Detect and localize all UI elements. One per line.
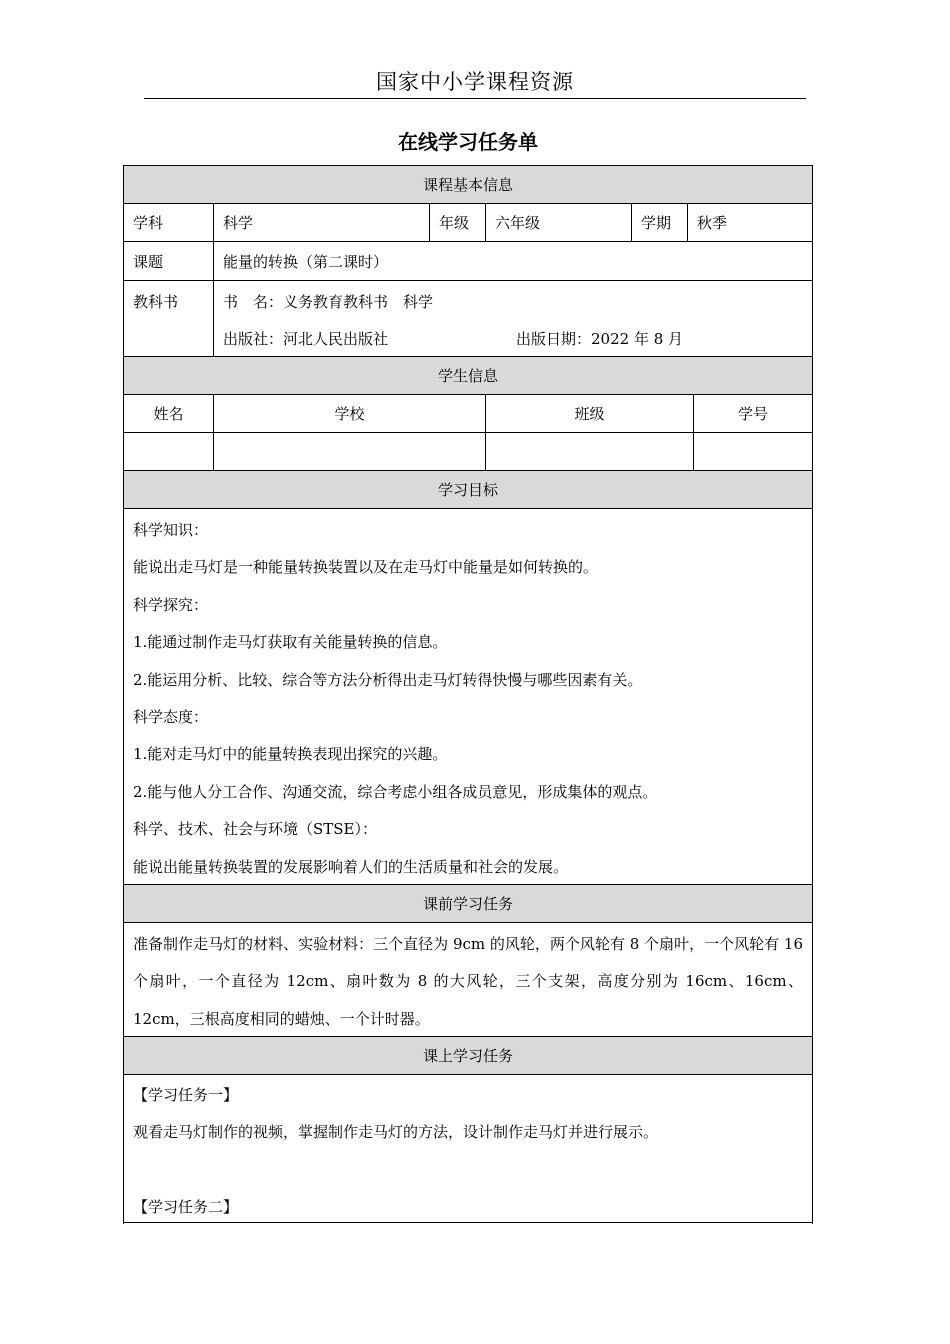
grade-label: 年级 — [430, 204, 486, 241]
objective-line: 科学态度： — [133, 708, 209, 727]
in-class-body — [124, 1075, 812, 1224]
textbook-publisher: 出版社：河北人民出版社 — [223, 330, 389, 348]
student-name-field[interactable] — [124, 433, 214, 470]
student-input-row — [124, 433, 812, 471]
pre-class-body — [124, 923, 812, 1037]
course-subject-row — [124, 204, 812, 242]
objective-line: 2.能运用分析、比较、综合等方法分析得出走马灯转得快慢与哪些因素有关。 — [133, 670, 643, 689]
student-school-field[interactable] — [214, 433, 486, 470]
document-title: 在线学习任务单 — [398, 130, 538, 154]
subject-label: 学科 — [124, 204, 214, 241]
section-course-info: 课程基本信息 — [124, 166, 812, 204]
student-class-header: 班级 — [486, 395, 694, 432]
header-rule — [144, 98, 806, 99]
student-school-header: 学校 — [214, 395, 486, 432]
objective-line: 1.能对走马灯中的能量转换表现出探究的兴趣。 — [133, 745, 448, 764]
objective-line: 科学知识： — [133, 521, 209, 539]
section-student-info: 学生信息 — [124, 357, 812, 395]
in-class-tasks — [133, 1077, 658, 1224]
textbook-row — [124, 281, 812, 357]
topic-label: 课题 — [124, 242, 214, 280]
task-sheet-table — [123, 165, 813, 1224]
objectives-body — [124, 509, 812, 885]
student-header-row — [124, 395, 812, 433]
objective-line: 科学、技术、社会与环境（STSE）： — [133, 820, 378, 839]
objective-line: 1.能通过制作走马灯获取有关能量转换的信息。 — [133, 633, 448, 652]
topic-value: 能量的转换（第二课时） — [223, 252, 389, 271]
task2-title: 【学习任务二】 — [133, 1197, 239, 1216]
task1-text: 观看走马灯制作的视频，掌握制作走马灯的方法，设计制作走马灯并进行展示。 — [133, 1123, 659, 1142]
task1-title: 【学习任务一】 — [133, 1086, 239, 1104]
student-id-field[interactable] — [694, 433, 812, 470]
term-value: 秋季 — [697, 214, 728, 232]
objective-line: 能说出能量转换装置的发展影响着人们的生活质量和社会的发展。 — [133, 857, 569, 876]
course-topic-row — [124, 242, 812, 281]
page-header: 国家中小学课程资源 — [376, 70, 574, 94]
textbook-publish-date: 出版日期：2022 年 8 月 — [516, 330, 684, 348]
subject-value: 科学 — [214, 204, 430, 241]
textbook-details — [214, 281, 812, 356]
objective-line: 科学探究： — [133, 595, 209, 614]
section-objectives: 学习目标 — [124, 471, 812, 509]
term-label: 学期 — [632, 204, 688, 241]
section-in-class: 课上学习任务 — [124, 1037, 812, 1075]
textbook-label: 教科书 — [124, 281, 214, 356]
table-bottom-border — [123, 1222, 813, 1223]
section-pre-class: 课前学习任务 — [124, 885, 812, 923]
student-id-header: 学号 — [737, 405, 768, 423]
objectives-list — [133, 512, 657, 884]
grade-value: 六年级 — [486, 204, 632, 241]
objective-line: 能说出走马灯是一种能量转换装置以及在走马灯中能量是如何转换的。 — [133, 558, 599, 577]
student-name-header: 姓名 — [124, 395, 214, 432]
objective-line: 2.能与他人分工合作、沟通交流，综合考虑小组各成员意见，形成集体的观点。 — [133, 782, 658, 801]
textbook-name: 书 名：义务教育教科书 科学 — [223, 293, 434, 311]
student-class-field[interactable] — [486, 433, 694, 470]
textbook-publish-line — [223, 328, 683, 349]
pre-class-text: 准备制作走马灯的材料、实验材料：三个直径为 9cm 的风轮，两个风轮有 8 个扇叶，一个风轮有 16 个扇叶，一个直径为 12cm、扇叶数为 8 的大风轮，三个支架，高度分别为 16cm、16cm、12cm，三根高度相同的蜡烛、一个计时器。 — [133, 935, 803, 1028]
task-spacer — [133, 1152, 658, 1189]
